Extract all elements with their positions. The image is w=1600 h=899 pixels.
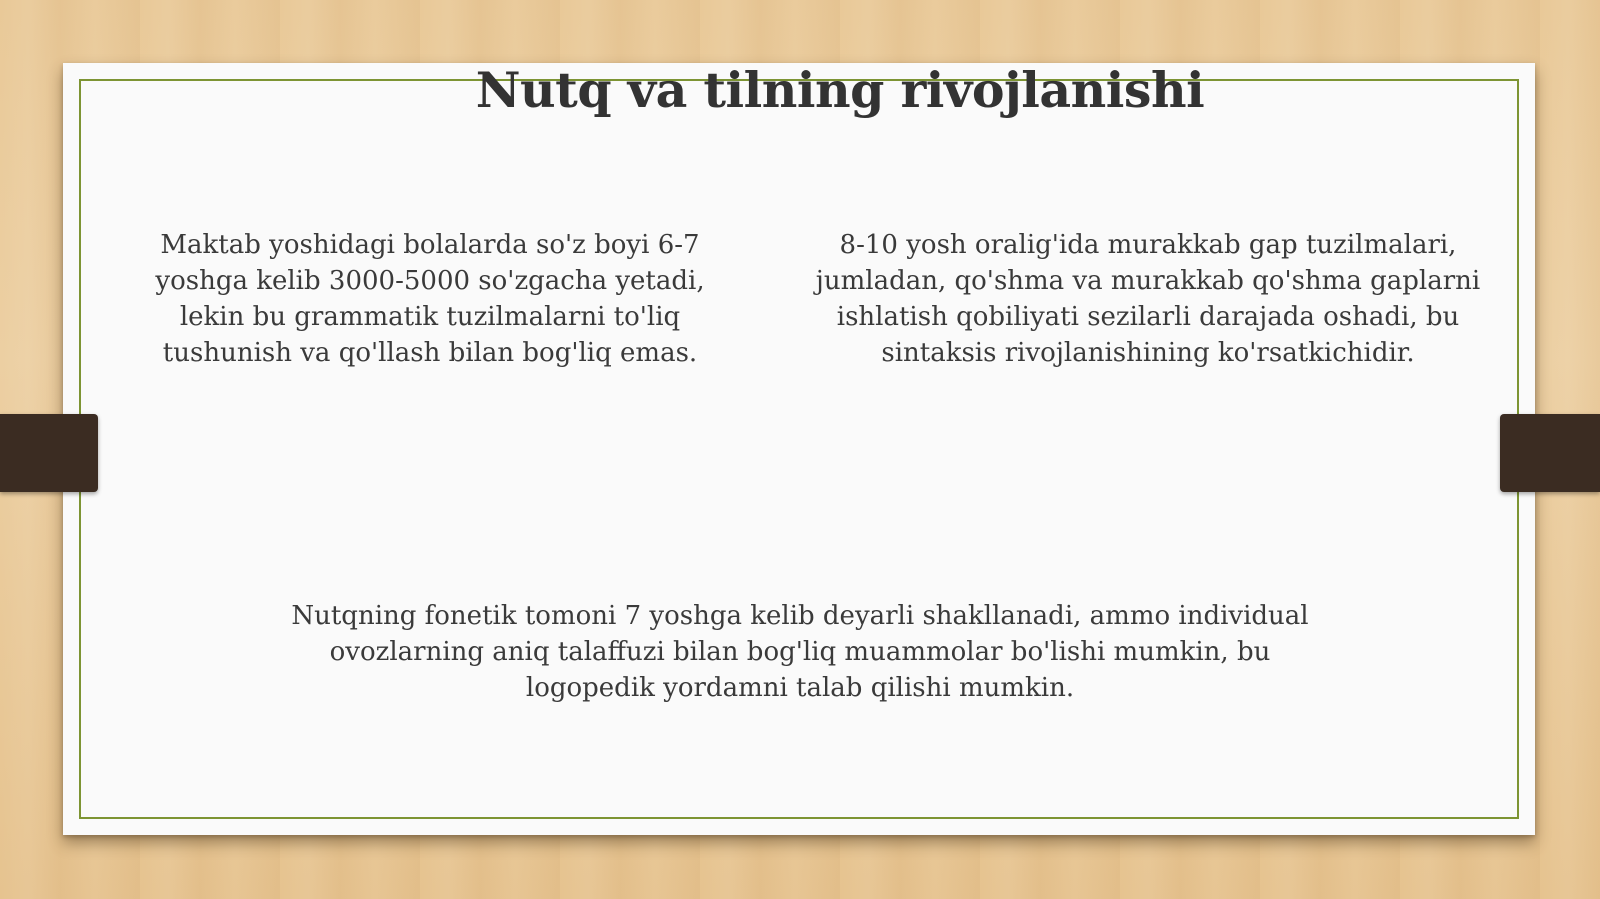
slide-board bbox=[63, 63, 1535, 835]
right-binder-clip bbox=[1500, 414, 1600, 492]
paragraph-vocabulary: Maktab yoshidagi bolalarda so'z boyi 6-7 yoshga kelib 3000-5000 so'zgacha yetadi, lekin bu grammatik tuzilmalarni to'liq tushunish va qo'llash bilan bog'liq emas. bbox=[155, 230, 705, 368]
slide-frame-border bbox=[79, 79, 1519, 819]
paragraph-syntax: 8-10 yosh oralig'ida murakkab gap tuzilmalari, jumladan, qo'shma va murakkab qo'shma gaplarni ishlatish qobiliyati sezilarli darajada oshadi, bu sintaksis rivojlanishining ko'rsatkichidir. bbox=[815, 230, 1481, 368]
slide-title: Nutq va tilning rivojlanishi bbox=[475, 61, 1205, 119]
paragraph-phonetics: Nutqning fonetik tomoni 7 yoshga kelib deyarli shakllanadi, ammo individual ovozlarning aniq talaffuzi bilan bog'liq muammolar bo'lishi mumkin, bu logopedik yordamni talab qilishi mumkin. bbox=[291, 601, 1309, 703]
left-binder-clip bbox=[0, 414, 98, 492]
